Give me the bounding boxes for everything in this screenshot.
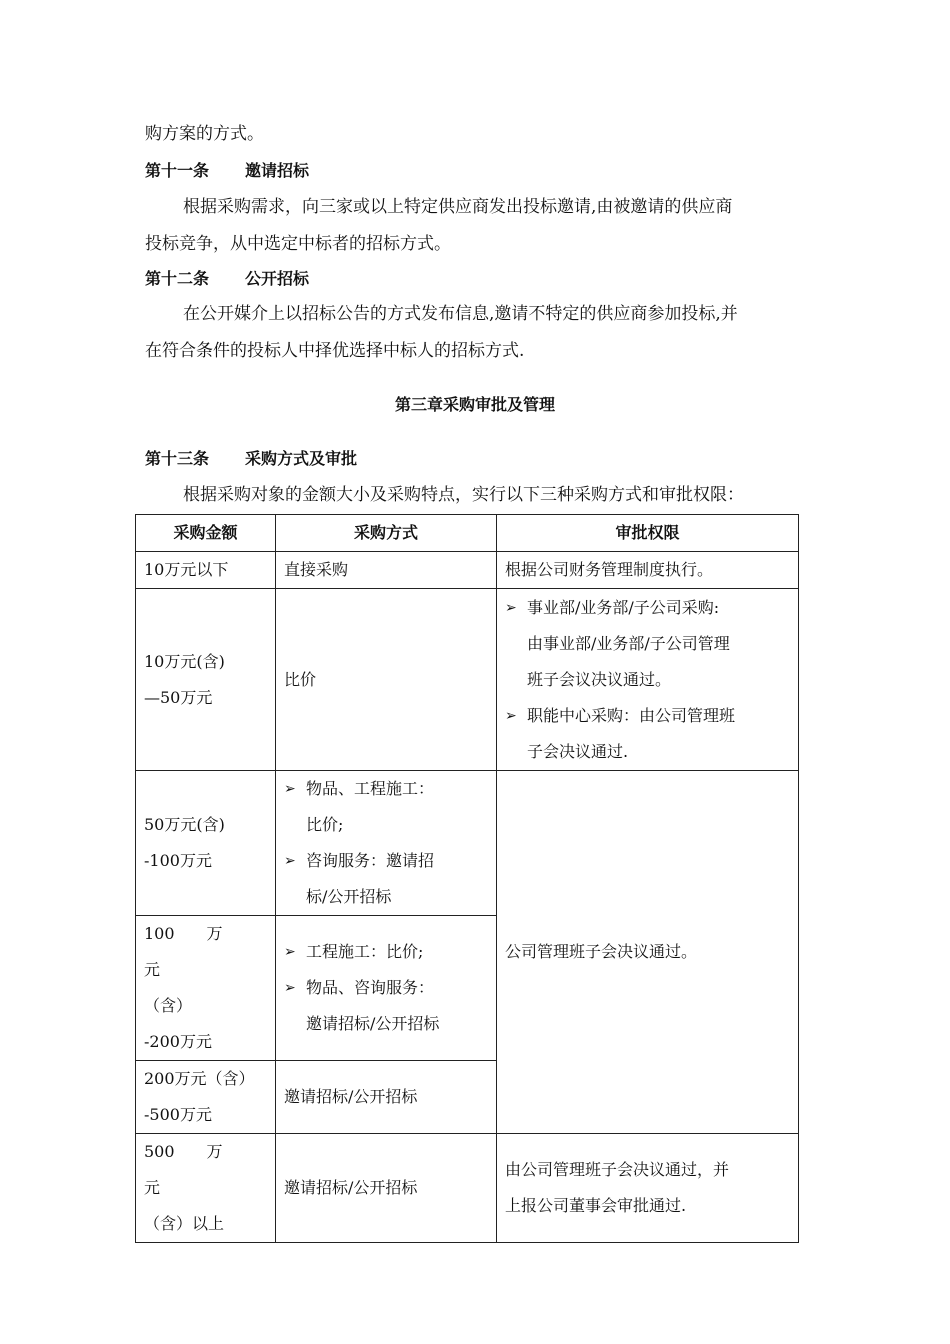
amount-line: 500 万 元 [144, 1142, 255, 1197]
paragraph-line: 根据采购需求，向三家或以上特定供应商发出投标邀请,由被邀请的供应商 [183, 197, 733, 217]
arrow-bullet-icon: ➢ [284, 944, 296, 960]
method-cell: 邀请招标/公开招标 [276, 1061, 497, 1134]
amount-cell [136, 589, 276, 771]
amount-cell [136, 1061, 276, 1134]
chapter-title: 第三章采购审批及管理 [394, 395, 555, 414]
amount-cell: 10万元以下 [136, 552, 276, 589]
arrow-bullet-icon: ➢ [284, 853, 296, 869]
paragraph-line: 在公开媒介上以招标公告的方式发布信息,邀请不特定的供应商参加投标,并 [183, 304, 738, 324]
bullet-text-line: 咨询服务：邀请招 [306, 851, 435, 870]
table-row [136, 1134, 799, 1243]
article-number: 第十二条 [145, 269, 210, 288]
bullet-text-line: 班子会议决议通过。 [527, 669, 672, 689]
table-header-row [136, 515, 799, 552]
paragraph-line: 投标竞争，从中选定中标者的招标方式。 [145, 234, 451, 254]
method-cell [276, 771, 497, 916]
bullet-item [505, 698, 790, 770]
amount-line: -100万元 [144, 851, 212, 870]
article-number: 第十一条 [145, 161, 210, 180]
amount-line: 50万元(含) [144, 815, 225, 834]
amount-cell [136, 916, 276, 1061]
paragraph-line: 在符合条件的投标人中择优选择中标人的招标方式. [145, 341, 525, 361]
header-approval: 审批权限 [497, 515, 799, 552]
approval-line: 由公司管理班子会决议通过，并 [505, 1160, 730, 1179]
amount-line: （含） [144, 996, 193, 1015]
amount-line: -500万元 [144, 1105, 212, 1124]
procurement-approval-table [135, 514, 799, 1243]
bullet-item [505, 590, 790, 698]
amount-line: （含）以上 [144, 1214, 225, 1233]
article-title: 公开招标 [245, 269, 310, 288]
method-cell: 直接采购 [276, 552, 497, 589]
bullet-text-line: 事业部/业务部/子公司采购: [527, 597, 720, 617]
bullet-item [284, 771, 488, 843]
arrow-bullet-icon: ➢ [284, 980, 296, 996]
header-method: 采购方式 [276, 515, 497, 552]
article-title: 采购方式及审批 [245, 449, 358, 468]
bullet-item [284, 843, 488, 915]
approval-cell [497, 1134, 799, 1243]
table-row [136, 771, 799, 916]
article-title: 邀请招标 [245, 161, 310, 180]
arrow-bullet-icon: ➢ [284, 781, 296, 797]
approval-cell-shared: 公司管理班子会决议通过。 [497, 771, 799, 1134]
bullet-text-line: 工程施工：比价; [306, 942, 424, 961]
amount-line: -200万元 [144, 1032, 212, 1051]
article-13-heading [145, 441, 357, 477]
approval-line: 上报公司董事会审批通过. [505, 1196, 687, 1215]
arrow-bullet-icon: ➢ [505, 707, 517, 724]
amount-cell [136, 771, 276, 916]
approval-cell [497, 589, 799, 771]
amount-cell [136, 1134, 276, 1243]
bullet-item [284, 934, 488, 970]
article-12-heading [145, 261, 309, 297]
bullet-text-line: 比价; [306, 815, 344, 834]
table-row [136, 589, 799, 771]
amount-line: —50万元 [144, 687, 213, 707]
table-row [136, 552, 799, 589]
approval-cell: 根据公司财务管理制度执行。 [497, 552, 799, 589]
bullet-text-line: 子会决议通过. [527, 741, 629, 761]
bullet-text-line: 邀请招标/公开招标 [306, 1014, 440, 1033]
amount-line: 200万元（含） [144, 1069, 255, 1088]
bullet-item [284, 970, 488, 1042]
bullet-text-line: 职能中心采购：由公司管理班 [527, 705, 736, 725]
method-cell: 邀请招标/公开招标 [276, 1134, 497, 1243]
bullet-text-line: 物品、咨询服务： [306, 978, 435, 997]
article-number: 第十三条 [145, 449, 210, 468]
paragraph-line: 根据采购对象的金额大小及采购特点，实行以下三种采购方式和审批权限： [183, 485, 744, 505]
arrow-bullet-icon: ➢ [505, 599, 517, 616]
bullet-text-line: 标/公开招标 [306, 887, 392, 906]
method-cell: 比价 [276, 589, 497, 771]
bullet-text-line: 物品、工程施工： [306, 779, 435, 798]
amount-line: 100 万 元 [144, 924, 255, 979]
paragraph-continuation: 购方案的方式。 [145, 124, 264, 144]
article-11-heading [145, 153, 309, 189]
header-amount: 采购金额 [136, 515, 276, 552]
method-cell [276, 916, 497, 1061]
amount-line: 10万元(含) [144, 651, 225, 671]
bullet-text-line: 由事业部/业务部/子公司管理 [527, 633, 730, 653]
